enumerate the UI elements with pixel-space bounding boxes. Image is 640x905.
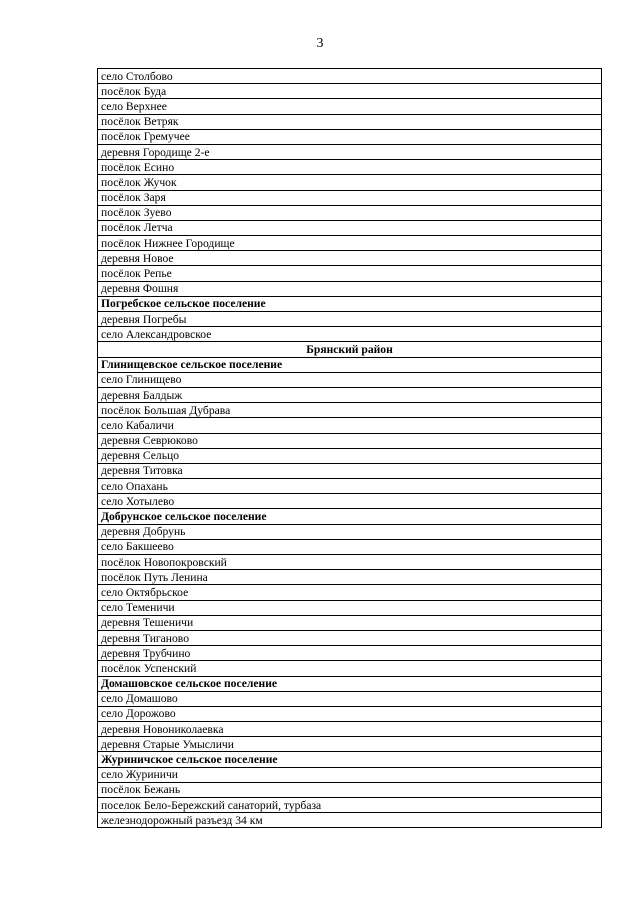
table-row [98,160,602,175]
settlement-name: деревня Погребы [98,312,602,327]
settlement-name: деревня Добрунь [98,524,602,539]
table-row [98,494,602,509]
district-row [98,342,602,357]
table-row [98,99,602,114]
table-row [98,281,602,296]
settlement-name: деревня Севрюково [98,433,602,448]
table-row [98,555,602,570]
settlement-name: село Теменичи [98,600,602,615]
table-row [98,646,602,661]
settlement-name: деревня Титовка [98,463,602,478]
settlement-name: село Глинищево [98,372,602,387]
table-row [98,782,602,797]
table-row [98,69,602,84]
table-row [98,615,602,630]
settlement-name: село Столбово [98,69,602,84]
settlement-name: деревня Тешеничи [98,615,602,630]
settlement-name: село Дорожово [98,706,602,721]
table-row [98,813,602,828]
settlement-name: село Хотылево [98,494,602,509]
settlement-name: посёлок Гремучее [98,129,602,144]
settlement-name: село Бакшеево [98,539,602,554]
settlement-name: деревня Новониколаевка [98,722,602,737]
table-row [98,312,602,327]
settlement-name: посёлок Бежань [98,782,602,797]
table-row [98,737,602,752]
settlement-name: посёлок Жучок [98,175,602,190]
page-number: 3 [316,36,324,51]
table-row [98,479,602,494]
settlement-name: деревня Трубчино [98,646,602,661]
settlement-group-row [98,296,602,311]
table-row [98,372,602,387]
settlement-name: деревня Фошня [98,281,602,296]
settlement-name: железнодорожный разъезд 34 км [98,813,602,828]
table-row [98,798,602,813]
settlement-group-name: Добрунское сельское поселение [98,509,602,524]
settlement-group-name: Глинищевское сельское поселение [98,357,602,372]
table-row [98,175,602,190]
table-row [98,706,602,721]
settlement-group-row [98,676,602,691]
settlement-name: посёлок Успенский [98,661,602,676]
settlement-name: посёлок Нижнее Городище [98,236,602,251]
settlement-name: посёлок Есино [98,160,602,175]
table-row [98,327,602,342]
table-row [98,585,602,600]
table-row [98,691,602,706]
settlement-name: село Октябрьское [98,585,602,600]
table-row [98,205,602,220]
settlement-name: село Кабаличи [98,418,602,433]
table-row [98,418,602,433]
table-row [98,114,602,129]
table-row [98,236,602,251]
settlement-name: деревня Сельцо [98,448,602,463]
settlement-name: деревня Старые Умысличи [98,737,602,752]
table-row [98,433,602,448]
settlement-name: село Опахань [98,479,602,494]
settlement-name: деревня Городище 2-е [98,144,602,159]
settlement-group-name: Погребское сельское поселение [98,296,602,311]
settlement-group-row [98,752,602,767]
settlement-name: посёлок Заря [98,190,602,205]
table-row [98,570,602,585]
settlement-name: посёлок Большая Дубрава [98,403,602,418]
table-row [98,144,602,159]
settlement-name: деревня Новое [98,251,602,266]
settlement-name: поселок Бело-Бережский санаторий, турбаза [98,798,602,813]
table-row [98,387,602,402]
settlement-group-row [98,357,602,372]
settlement-name: деревня Тиганово [98,630,602,645]
settlement-name: село Домашово [98,691,602,706]
table-row [98,251,602,266]
table-row [98,463,602,478]
settlement-group-name: Домашовское сельское поселение [98,676,602,691]
table-row [98,539,602,554]
table-row [98,129,602,144]
district-name: Брянский район [98,342,602,357]
settlements-table [97,68,602,828]
table-row [98,190,602,205]
settlement-name: посёлок Ветряк [98,114,602,129]
settlement-name: посёлок Репье [98,266,602,281]
settlement-name: посёлок Путь Ленина [98,570,602,585]
settlement-name: посёлок Буда [98,84,602,99]
table-row [98,403,602,418]
settlement-name: село Журиничи [98,767,602,782]
table-row [98,448,602,463]
settlement-name: посёлок Зуево [98,205,602,220]
settlement-name: посёлок Новопокровский [98,555,602,570]
table-row [98,524,602,539]
table-row [98,630,602,645]
settlement-group-row [98,509,602,524]
table-row [98,661,602,676]
settlements-table-body [98,69,602,828]
settlement-name: село Верхнее [98,99,602,114]
table-row [98,600,602,615]
table-row [98,220,602,235]
settlement-name: посёлок Летча [98,220,602,235]
table-row [98,266,602,281]
settlement-name: село Александровское [98,327,602,342]
table-row [98,767,602,782]
table-row [98,722,602,737]
settlement-group-name: Журиничское сельское поселение [98,752,602,767]
settlement-name: деревня Балдыж [98,387,602,402]
table-row [98,84,602,99]
